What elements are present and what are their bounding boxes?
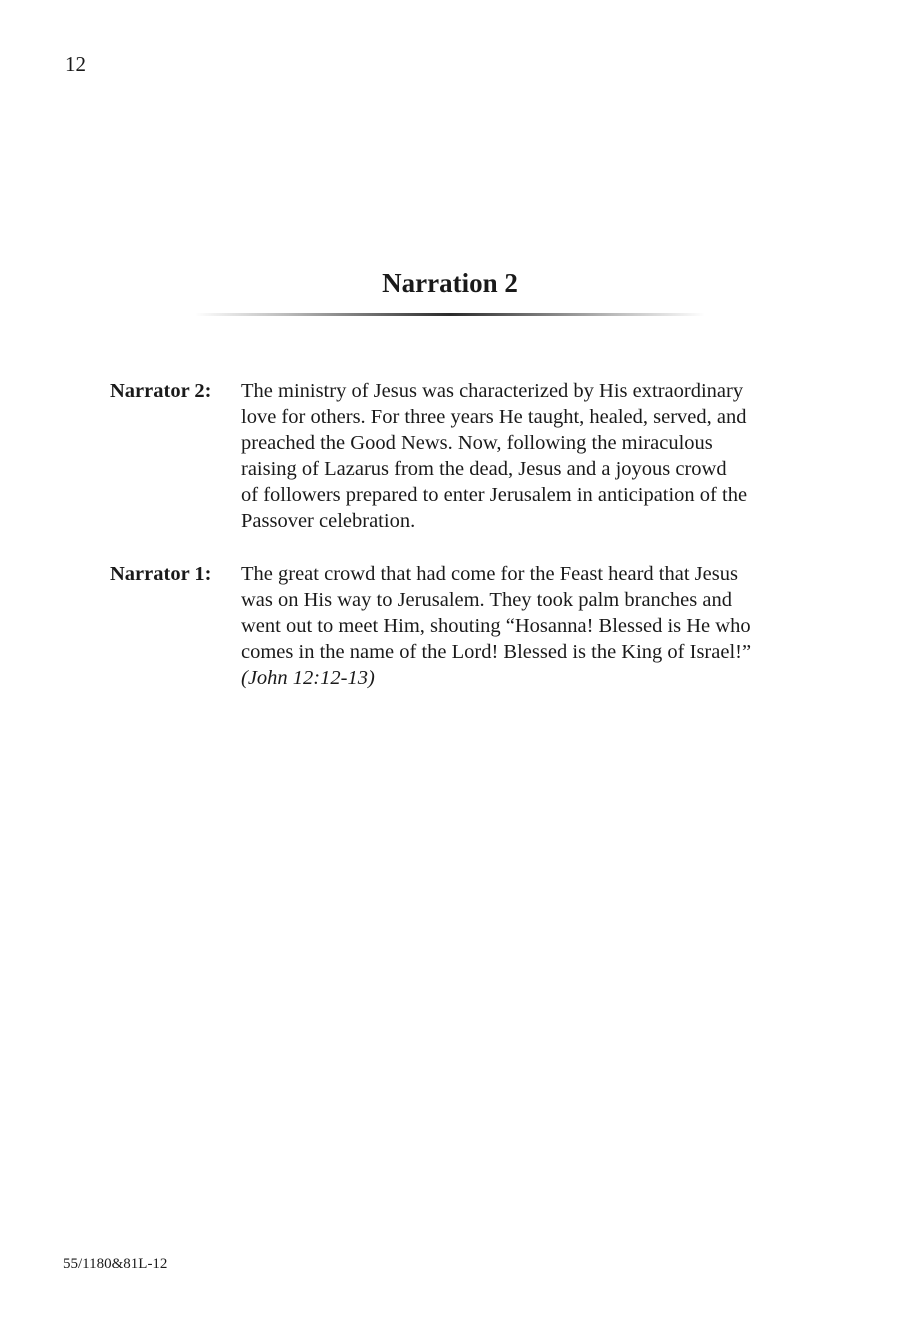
speech-line: The ministry of Jesus was characterized by His extraordinary [241,380,744,402]
speech-line: preached the Good News. Now, following the miraculous [241,432,713,454]
page-title: Narration 2 [382,268,518,298]
speech-text [241,378,796,534]
footer-code: 55/1180&81L-12 [63,1256,168,1272]
speech-line: of followers prepared to enter Jerusalem in anticipation of the [241,484,748,506]
speaker-label: Narrator 2: [110,380,212,402]
speech-line: went out to meet Him, shouting “Hosanna! Blessed is He who [241,615,751,637]
speech-text [241,561,796,691]
speech-line: love for others. For three years He taught, healed, served, and [241,406,747,428]
speech-line: The great crowd that had come for the Feast heard that Jesus [241,563,738,585]
speech-line: raising of Lazarus from the dead, Jesus and a joyous crowd [241,458,727,480]
scripture-citation: (John 12:12-13) [241,667,375,689]
speech-line: comes in the name of the Lord! Blessed is the King of Israel!” [241,641,752,663]
page-number: 12 [65,52,86,76]
speech-line: was on His way to Jerusalem. They took palm branches and [241,589,732,611]
speaker-label: Narrator 1: [110,563,212,585]
title-divider [195,313,705,316]
speech-line: Passover celebration. [241,510,416,532]
